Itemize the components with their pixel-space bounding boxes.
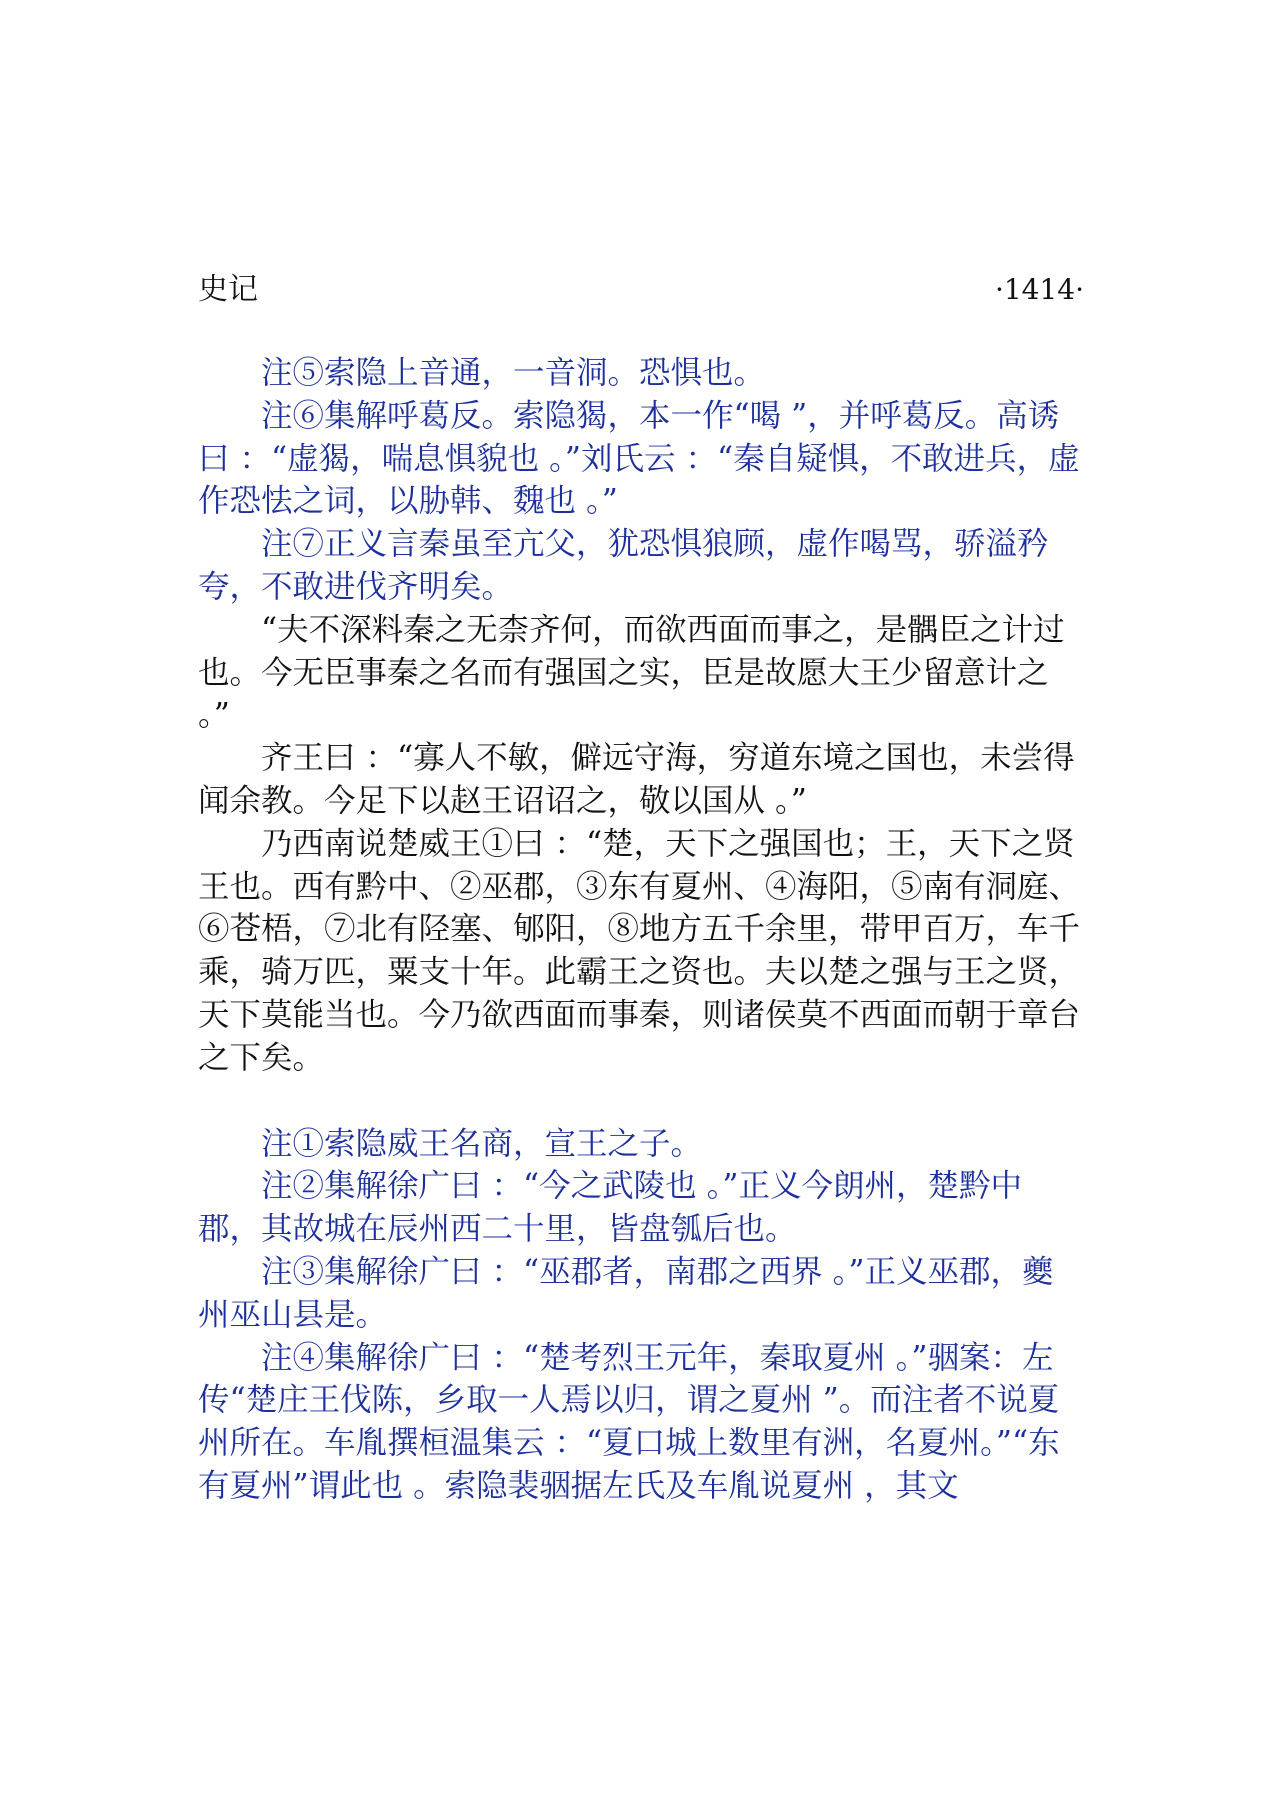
section-spacer <box>198 1080 1084 1123</box>
note-paragraph: 注⑦正义言秦虽至亢父，犹恐惧狼顾，虚作喝骂，骄溢矜夸，不敢进伐齐明矣。 <box>198 526 1049 605</box>
page-number: ·1414· <box>994 273 1084 306</box>
main-text-paragraph: “夫不深料秦之无柰齐何，而欲西面而事之，是髃臣之计过也。今无臣事秦之名而有强国之实，臣是故愿大王少留意计之 。” <box>198 611 1065 734</box>
note-paragraph: 注④集解徐广曰 ：“楚考烈王元年，秦取夏州 。”骃案：左传“楚庄王伐陈，乡取一人焉以归，谓之夏州 ”。而注者不说夏州所在。车胤撰桓温集云 ：“夏口城上数里有洲，名夏州。”“东有夏州”谓此也 。索隐裴骃据左氏及车胤说夏州 ，其文 <box>198 1339 1060 1504</box>
main-text-paragraph: 乃西南说楚威王①曰 ：“楚，天下之强国也；王，天下之贤王也。西有黔中、②巫郡，③东有夏州、④海阳，⑤南有洞庭、⑥苍梧，⑦北有陉塞、郇阳，⑧地方五千余里，带甲百万，车千乘，骑万匹，粟支十年。此霸王之资也。夫以楚之强与王之贤，天下莫能当也。今乃欲西面而事秦，则诸侯莫不西面而朝于章台之下矣。 <box>198 825 1081 1076</box>
page-header <box>198 268 1084 312</box>
note-paragraph: 注⑤索隐上音通，一音洞。恐惧也。 <box>261 355 766 391</box>
note-paragraph: 注⑥集解呼葛反。索隐猲，本一作“喝 ”，并呼葛反。高诱曰 ：“虚猲，喘息惧貌也 。”刘氏云 ：“秦自疑惧，不敢进兵，虚作恐怯之词，以胁韩、魏也 。” <box>198 397 1080 520</box>
book-title: 史记 <box>198 272 258 307</box>
note-paragraph: 注①索隐威王名商，宣王之子。 <box>261 1125 703 1162</box>
main-text-paragraph: 齐王曰 ：“寡人不敏，僻远守海，穷道东境之国也，未尝得闻余教。今足下以赵王诏诏之，敬以国从 。” <box>198 740 1075 819</box>
note-paragraph: 注②集解徐广曰 ：“今之武陵也 。”正义今朗州，楚黔中郡，其故城在辰州西二十里，皆盘瓠后也。 <box>198 1168 1022 1248</box>
page-body <box>198 352 1084 1508</box>
note-paragraph: 注③集解徐广曰 ：“巫郡者，南郡之西界 。”正义巫郡，夔州巫山县是。 <box>198 1253 1054 1333</box>
